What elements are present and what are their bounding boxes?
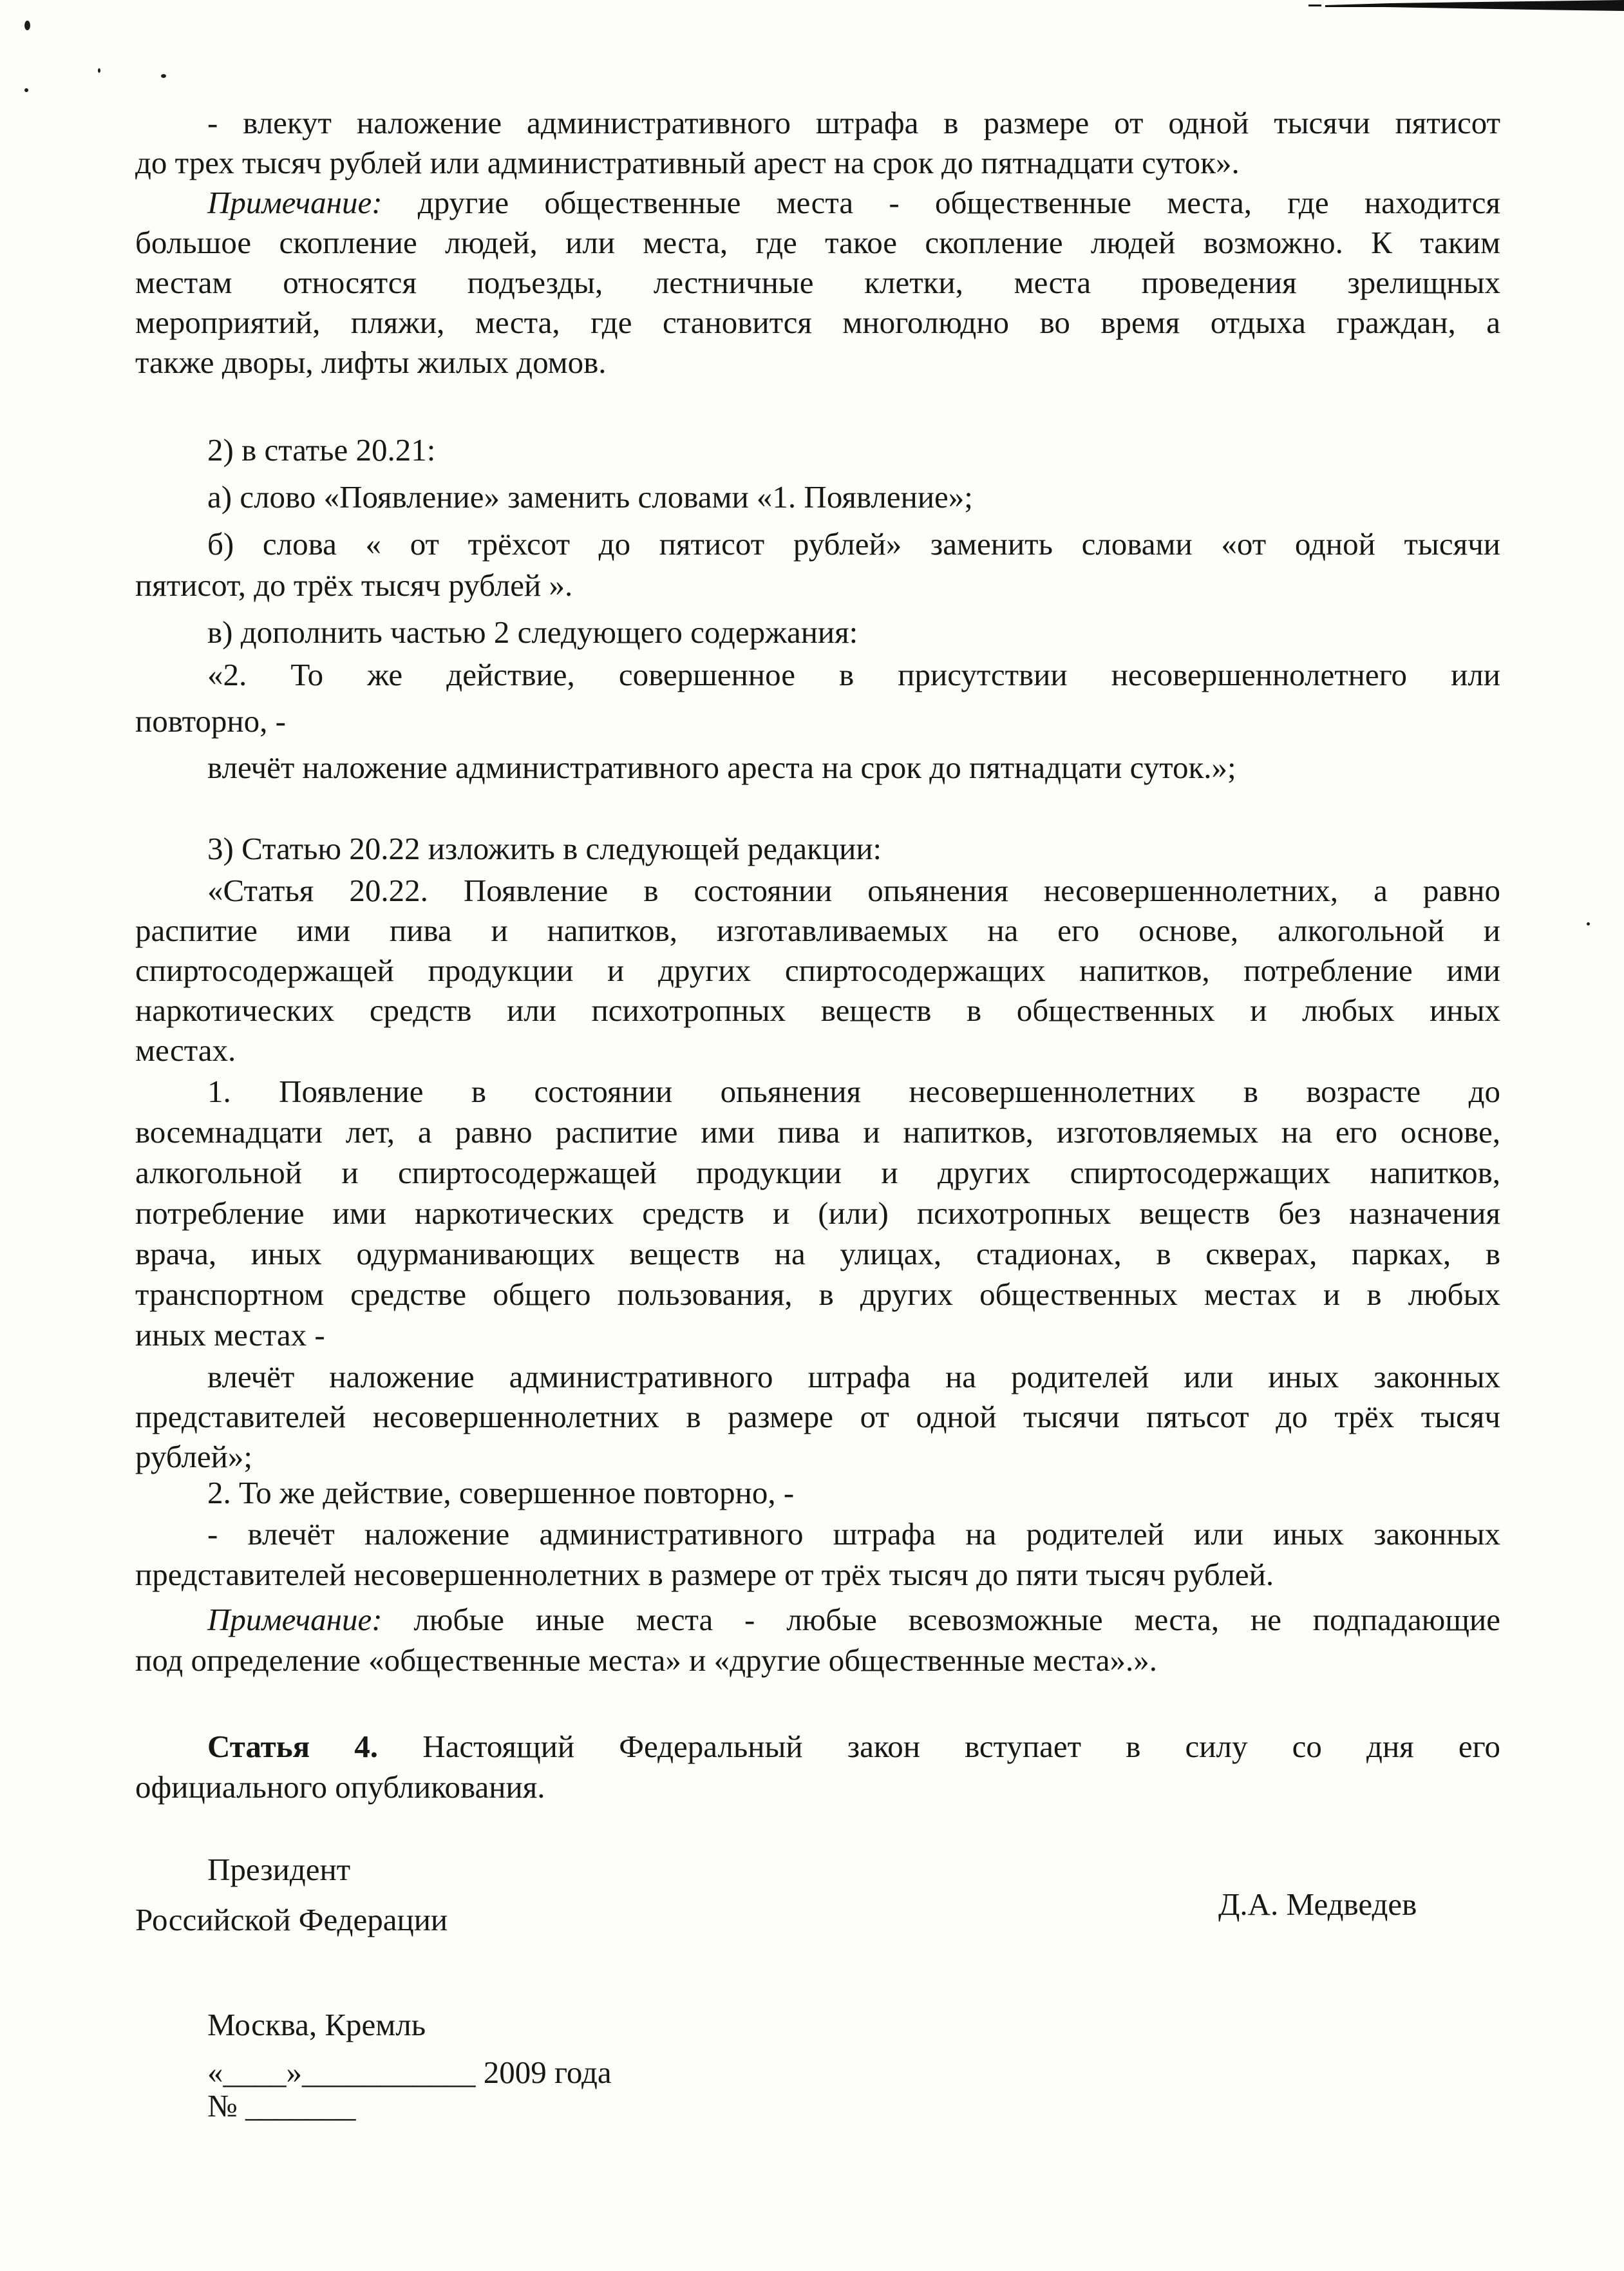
article-4-line: Статья 4. Настоящий Федеральный закон вступает в силу со дня его <box>207 1729 1500 1764</box>
note-line: Примечание: любые иные места - любые всевозможные места, не подпадающие <box>207 1602 1500 1637</box>
line-lead: Статья 4. <box>207 1729 379 1764</box>
body-line: «Статья 20.22. Появление в состоянии опьянения несовершеннолетних, а равно <box>207 873 1500 908</box>
body-line: восемнадцати лет, а равно распитие ими пива и напитков, изготовляемых на его основе, <box>135 1114 1500 1150</box>
list-item-line: в) дополнить частью 2 следующего содержания: <box>207 614 858 650</box>
scan-edge-artifact <box>0 0 1624 19</box>
list-item-line: 2) в статье 20.21: <box>207 432 436 468</box>
scan-speck <box>98 68 100 73</box>
body-line: также дворы, лифты жилых домов. <box>135 345 607 380</box>
body-line: местам относятся подъезды, лестничные клетки, места проведения зрелищных <box>135 265 1500 300</box>
body-line: под определение «общественные места» и «другие общественные места».». <box>135 1642 1157 1678</box>
scan-speck <box>161 74 166 78</box>
body-line: влечёт наложение административного штрафа на родителей или иных законных <box>207 1359 1500 1394</box>
scan-speck <box>1587 922 1590 926</box>
body-line: 2. То же действие, совершенное повторно, - <box>207 1475 795 1510</box>
body-line: «2. То же действие, совершенное в присутствии несовершеннолетнего или <box>207 657 1500 692</box>
body-line: до трех тысяч рублей или административный арест на срок до пятнадцати суток». <box>135 145 1240 180</box>
signature-number-blank: № _______ <box>207 2088 356 2124</box>
body-line: мероприятий, пляжи, места, где становится многолюдно во время отдыха граждан, а <box>135 305 1500 340</box>
body-line: - влечёт наложение административного штрафа на родителей или иных законных <box>207 1516 1500 1552</box>
signature-place: Москва, Кремль <box>207 2007 426 2042</box>
body-line: представителей несовершеннолетних в размере от одной тысячи пятьсот до трёх тысяч <box>135 1399 1500 1434</box>
body-line: распитие ими пива и напитков, изготавливаемых на его основе, алкогольной и <box>135 913 1500 948</box>
body-line: большое скопление людей, или места, где такое скопление людей возможно. К таким <box>135 225 1500 260</box>
body-line: транспортном средстве общего пользования, в других общественных местах и в любых <box>135 1277 1500 1312</box>
body-line: представителей несовершеннолетних в размере от трёх тысяч до пяти тысяч рублей. <box>135 1557 1274 1592</box>
body-line: спиртосодержащей продукции и других спиртосодержащих напитков, потребление ими <box>135 953 1500 988</box>
body-line: врача, иных одурманивающих веществ на улицах, стадионах, в скверах, парках, в <box>135 1236 1500 1271</box>
body-line: иных местах - <box>135 1317 325 1353</box>
body-line: - влекут наложение административного штрафа в размере от одной тысячи пятисот <box>207 105 1500 140</box>
signature-org: Российской Федерации <box>135 1902 448 1937</box>
body-line: влечёт наложение административного ареста на срок до пятнадцати суток.»; <box>207 750 1236 785</box>
body-line: рублей»; <box>135 1439 252 1474</box>
line-lead: Примечание: <box>207 1602 382 1637</box>
body-line: наркотических средств или психотропных веществ в общественных и любых иных <box>135 993 1500 1028</box>
body-line: алкогольной и спиртосодержащей продукции и других спиртосодержащих напитков, <box>135 1155 1500 1190</box>
list-item-line: 3) Статью 20.22 изложить в следующей редакции: <box>207 831 882 866</box>
line-lead: Примечание: <box>207 185 382 220</box>
article-4-line: официального опубликования. <box>135 1769 545 1805</box>
body-line: пятисот, до трёх тысяч рублей ». <box>135 567 573 603</box>
signature-name: Д.А. Медведев <box>1218 1886 1417 1922</box>
body-line: 1. Появление в состоянии опьянения несовершеннолетних в возрасте до <box>207 1074 1500 1109</box>
list-item-line: б) слова « от трёхсот до пятисот рублей» заменить словами «от одной тысячи <box>207 526 1500 562</box>
body-line: местах. <box>135 1032 236 1068</box>
body-line: повторно, - <box>135 703 286 739</box>
scan-speck <box>24 21 30 30</box>
note-line: Примечание: другие общественные места - общественные места, где находится <box>207 185 1500 220</box>
scan-speck <box>24 88 28 92</box>
signature-title: Президент <box>207 1852 351 1887</box>
signature-date-blank: «____»___________ 2009 года <box>207 2055 612 2090</box>
list-item-line: а) слово «Появление» заменить словами «1. Появление»; <box>207 479 973 515</box>
body-line: потребление ими наркотических средств и (или) психотропных веществ без назначения <box>135 1195 1500 1231</box>
